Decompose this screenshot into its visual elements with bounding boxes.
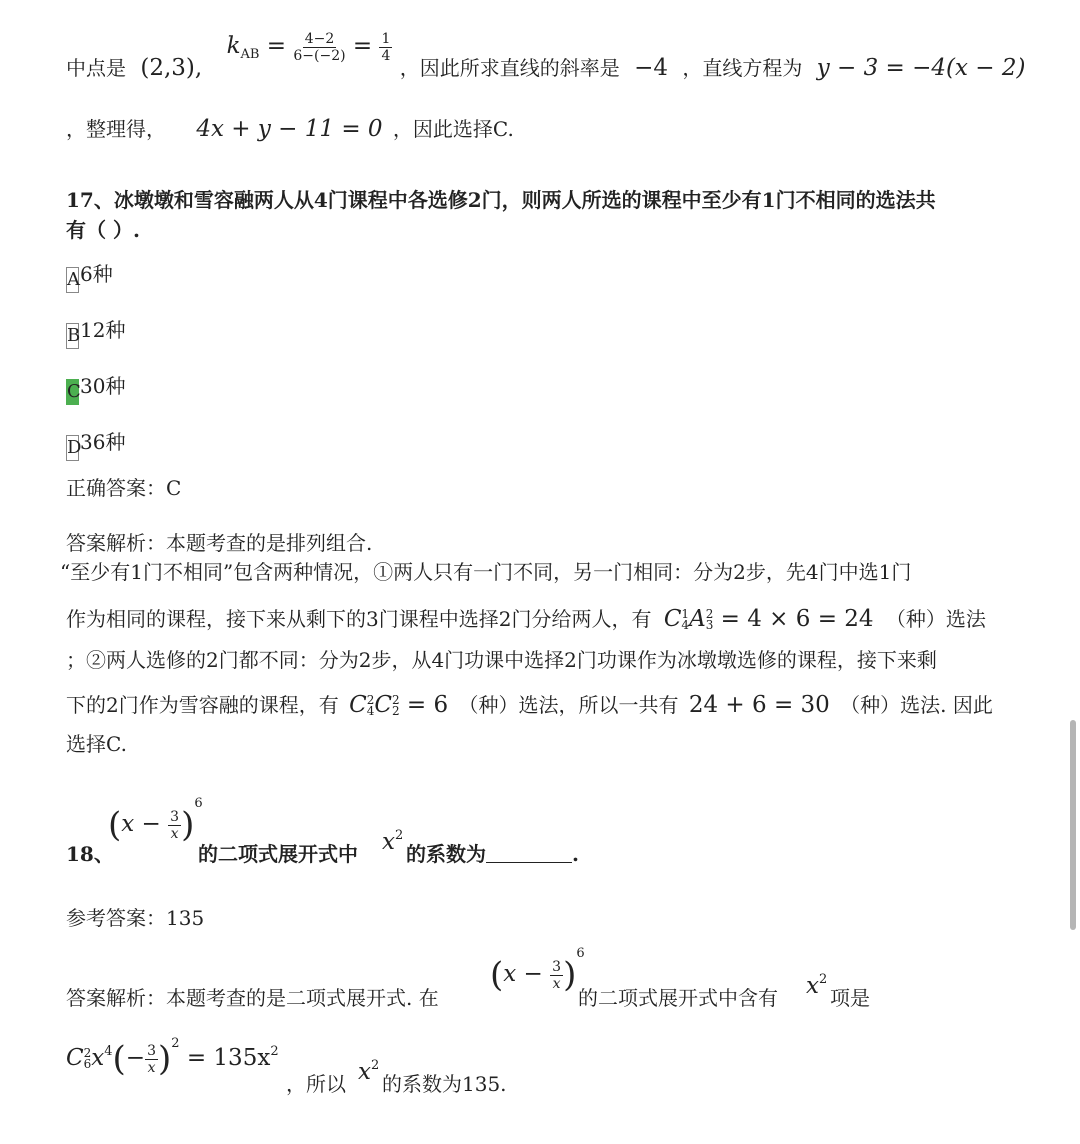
slope-den: 6−(−2) (293, 47, 346, 64)
option-b-box[interactable]: B (66, 323, 79, 349)
formula1-text: = 4 × 6 = 24 (720, 606, 874, 632)
tidy-line (66, 113, 514, 142)
tidy-text: ，整理得， (66, 117, 166, 141)
line-equation (817, 55, 1026, 81)
slope-rden: 4 (381, 47, 391, 64)
analysis-line2-end: （种）选法 (885, 607, 986, 631)
midpoint-line (66, 30, 1026, 86)
formula-cc: C 2 4 C 2 2 = 6 (349, 692, 449, 718)
q18-analysis-c: 项是 (830, 986, 870, 1010)
q18-x2-b: $x^2$ (806, 972, 828, 999)
q17-option-b[interactable] (66, 314, 125, 349)
q18-stem-end: . (572, 842, 579, 866)
q18-x2-c: $x^2$ (358, 1058, 380, 1085)
q17-analysis-line3: ；②两人选修的2门都不同：分为2步，从4门功课中选择2门功课作为冰墩墩选修的课程，接下来剩 (66, 648, 937, 672)
q18-analysis-a: 答案解析：本题考查的是二项式展开式. 在 (66, 986, 439, 1010)
q18-number: 18、 (66, 842, 114, 866)
option-d-text: 36种 (80, 430, 126, 454)
tidy-equation (196, 116, 382, 142)
formula2-text: = 6 (406, 692, 449, 718)
formula-c-a: C 1 4 A 2 3 = 4 × 6 = 24 (663, 606, 874, 632)
q17-stem-line1: 17、冰墩墩和雪容融两人从4门课程中各选修2门，则两人所选的课程中至少有1门不相同的选法共 (66, 188, 936, 212)
q17-option-a[interactable] (66, 258, 113, 293)
q17-option-d[interactable] (66, 426, 125, 461)
analysis-line2-text: 作为相同的课程，接下来从剩下的3门课程中选择2门分给两人，有 (66, 607, 652, 631)
q17-analysis-title: 答案解析：本题考查的是排列组合. (66, 531, 373, 555)
neg-four: −4 (634, 55, 668, 81)
slope-fraction (293, 31, 345, 64)
line-eq-text: y − 3 = −4(x − 2) (816, 55, 1026, 81)
q18-analysis-b: 的二项式展开式中含有 (578, 986, 778, 1010)
answer-blank[interactable] (486, 842, 572, 863)
line-text: ，直线方程为 (682, 56, 803, 80)
choose-text: ，因此选择C. (392, 117, 514, 141)
q17-analysis-line4 (66, 689, 993, 718)
slope-formula: $k_{AB}$ = $\frac{4-2}{6-(-2)}$ = $\frac{1}{4}$ (226, 30, 391, 64)
q18-stem-b-text: 的系数为 (406, 842, 486, 866)
q17-analysis-line5: 选择C. (66, 732, 127, 756)
midpoint-value: (2,3), (140, 55, 203, 81)
q18-ref-answer: 参考答案：135 (66, 906, 205, 930)
option-b-text: 12种 (80, 318, 126, 342)
q18-stem-a: 的二项式展开式中 (198, 842, 358, 866)
q18-stem-b (406, 838, 579, 867)
q18-analysis-e: 的系数为135. (382, 1072, 507, 1096)
option-a-text: 6种 (80, 262, 113, 286)
q17-correct-answer: 正确答案：C (66, 476, 182, 500)
q18-result-text: = 135x (186, 1045, 271, 1071)
tidy-eq-text: 4x + y − 11 = 0 (196, 116, 383, 142)
q17-analysis-line1: “至少有1门不相同”包含两种情况，①两人只有一门不同，另一门相同：分为2步，先4门中选1门 (60, 560, 912, 584)
q18-expansion: C 2 6 $x^4(-$ $\frac{3}{x}$ )$^2 = 135x^2$ (66, 1036, 279, 1079)
option-a-box[interactable]: A (66, 267, 79, 293)
q17-analysis-line2 (66, 603, 986, 632)
option-c-box[interactable]: C (66, 379, 79, 405)
q18-binomial: (x − $\frac{3}{x}$ )$^6$ (108, 796, 203, 845)
q18-x2: $x^2$ (382, 828, 404, 855)
q18-analysis-d: ，所以 (286, 1072, 346, 1096)
option-c-text: 30种 (80, 374, 126, 398)
analysis-line4-end: （种）选法. 因此 (840, 693, 993, 717)
q18-binomial-2: (x − $\frac{3}{x}$ )$^6$ (490, 946, 585, 995)
slope-result (379, 31, 392, 64)
scrollbar[interactable] (1070, 720, 1076, 930)
option-d-box[interactable]: D (66, 435, 79, 461)
slope-sub: AB (240, 47, 260, 62)
slope-num: 4−2 (304, 30, 335, 47)
analysis-line4-mid: （种）选法，所以一共有 (458, 693, 679, 717)
q17-stem-line2: 有（ ）. (66, 218, 140, 242)
slope-rnum: 1 (381, 30, 391, 47)
q17-option-c[interactable] (66, 370, 125, 405)
slope-text: ，因此所求直线的斜率是 (399, 56, 620, 80)
formula3: 24 + 6 = 30 (688, 692, 830, 718)
analysis-line4-text: 下的2门作为雪容融的课程，有 (66, 693, 339, 717)
slope-k: k (226, 33, 241, 59)
midpoint-label: 中点是 (66, 56, 126, 80)
